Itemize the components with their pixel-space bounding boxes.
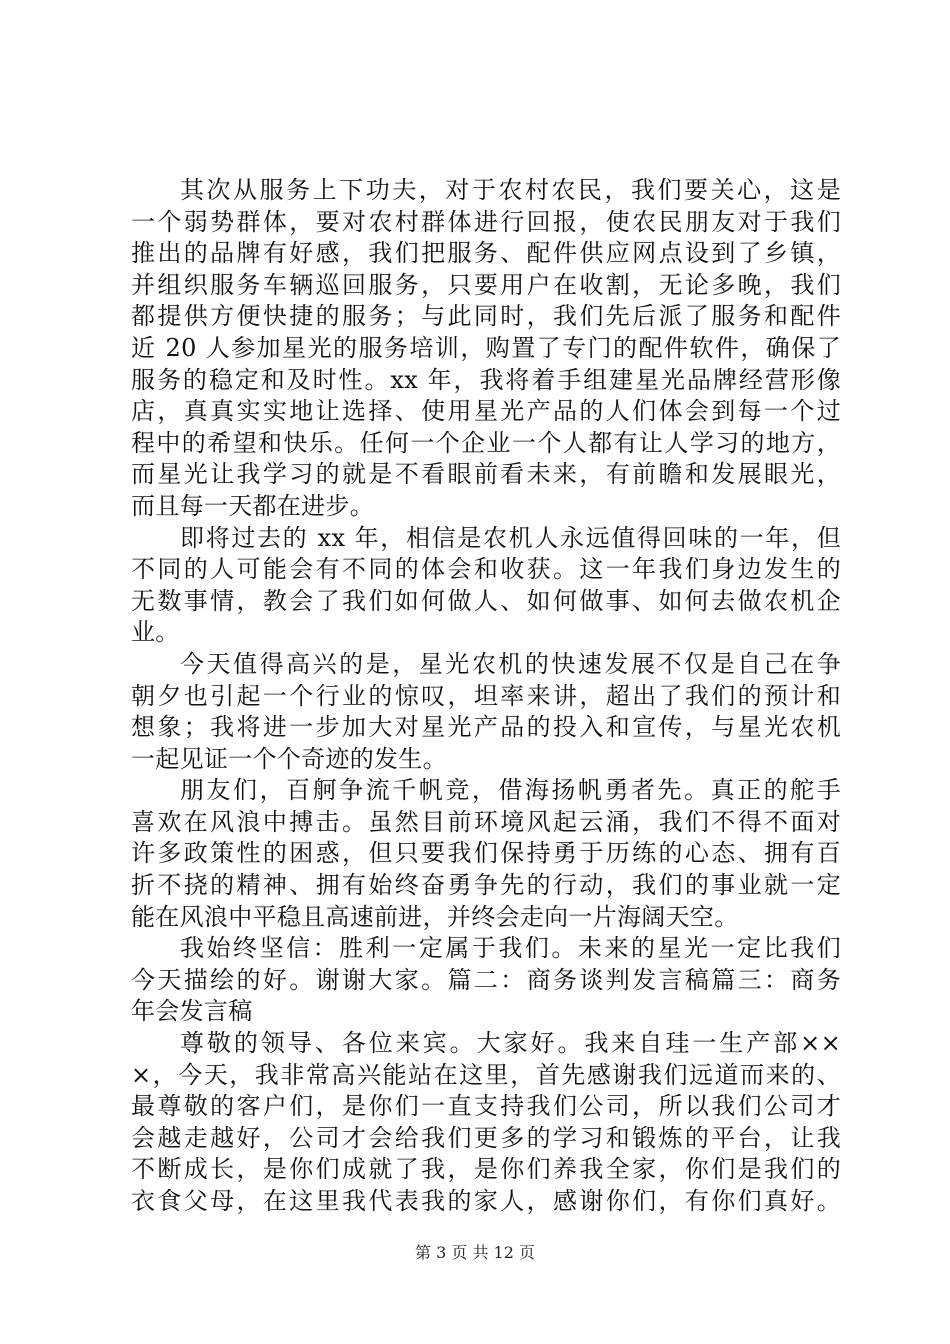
text-line: 一个弱势群体，要对农村群体进行回报，使农民朋友对于我们: [131, 207, 841, 236]
text-line: 推出的品牌有好感，我们把服务、配件供应网点设到了乡镇，: [131, 239, 841, 268]
text-line: 能在风浪中平稳且高速前进，并终会走向一片海阔天空。: [131, 902, 739, 931]
text-line: 服务的稳定和及时性。xx 年，我将着手组建星光品牌经营形像: [131, 365, 841, 394]
text-line: 朋友们，百舸争流千帆竞，借海扬帆勇者先。真正的舵手: [180, 776, 841, 805]
text-line: 尊敬的领导、各位来宾。大家好。我来自珪一生产部××: [180, 1029, 841, 1058]
text-line: 想象；我将进一步加大对星光产品的投入和宣传，与星光农机: [131, 713, 841, 742]
text-line: 并组织服务车辆巡回服务，只要用户在收割，无论多晚，我们: [131, 270, 841, 299]
text-line: 业。: [131, 618, 180, 647]
text-line: 年会发言稿: [131, 997, 253, 1026]
text-line: 而星光让我学习的就是不看眼前看未来，有前瞻和发展眼光，: [131, 460, 841, 489]
text-line: 折不挠的精神、拥有始终奋勇争先的行动，我们的事业就一定: [131, 871, 841, 900]
text-line: 不同的人可能会有不同的体会和收获。这一年我们身边发生的: [131, 555, 841, 584]
text-line: 店，真真实实地让选择、使用星光产品的人们体会到每一个过: [131, 397, 841, 426]
text-line: 而且每一天都在进步。: [131, 491, 374, 520]
text-line: 我始终坚信：胜利一定属于我们。未来的星光一定比我们: [180, 934, 841, 963]
text-line: 一起见证一个个奇迹的发生。: [131, 744, 447, 773]
text-line: 无数事情，教会了我们如何做人、如何做事、如何去做农机企: [131, 586, 841, 615]
text-line: 会越走越好，公司才会给我们更多的学习和锻炼的平台，让我: [131, 1123, 841, 1152]
text-line: 衣食父母，在这里我代表我的家人，感谢你们，有你们真好。: [131, 1187, 841, 1215]
text-line: 不断成长，是你们成就了我，是你们养我全家，你们是我们的: [131, 1155, 841, 1184]
text-line: 许多政策性的困惑，但只要我们保持勇于历练的心态、拥有百: [131, 839, 841, 868]
text-line: ×，今天，我非常高兴能站在这里，首先感谢我们远道而来的、: [131, 1060, 841, 1089]
text-line: 最尊敬的客户们，是你们一直支持我们公司，所以我们公司才: [131, 1092, 841, 1121]
text-line: 程中的希望和快乐。任何一个企业一个人都有让人学习的地方，: [131, 428, 841, 457]
text-line: 即将过去的 xx 年，相信是农机人永远值得回味的一年，但: [180, 523, 841, 552]
text-line: 今天值得高兴的是，星光农机的快速发展不仅是自己在争: [180, 649, 841, 678]
page-number-footer: 第 3 页 共 12 页: [415, 1243, 535, 1262]
body-text: [131, 175, 841, 1218]
text-line: 喜欢在风浪中搏击。虽然目前环境风起云涌，我们不得不面对: [131, 807, 841, 836]
text-line: 近 20 人参加星光的服务培训，购置了专门的配件软件，确保了: [131, 333, 841, 362]
text-line: 朝夕也引起一个行业的惊叹，坦率来讲，超出了我们的预计和: [131, 681, 841, 710]
text-line: 今天描绘的好。谢谢大家。篇二：商务谈判发言稿篇三：商务: [131, 965, 841, 994]
text-line: 其次从服务上下功夫，对于农村农民，我们要关心，这是: [180, 176, 841, 204]
text-line: 都提供方便快捷的服务；与此同时，我们先后派了服务和配件: [131, 302, 841, 331]
